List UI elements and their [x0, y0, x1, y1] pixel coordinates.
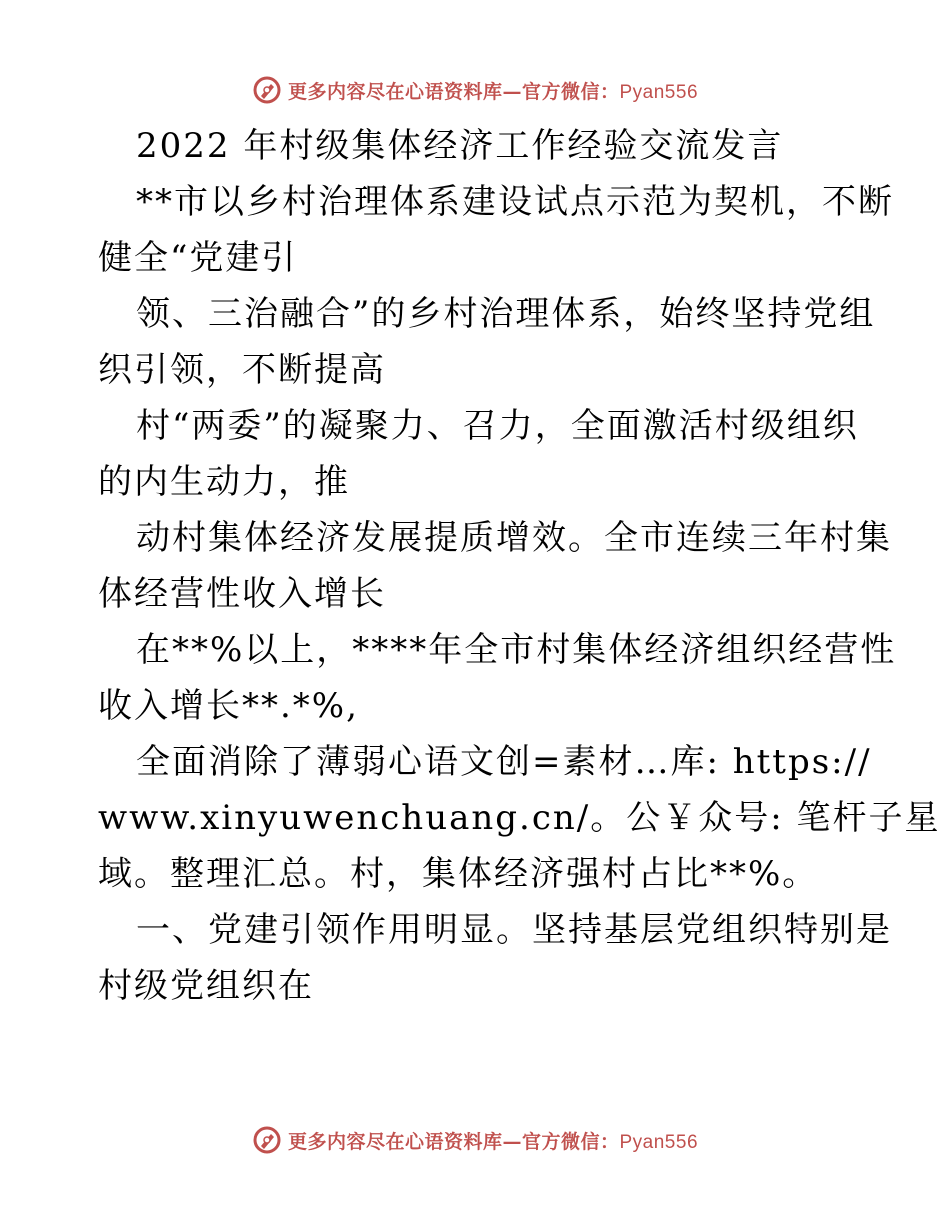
- paragraph-line: 领、三治融合”的乡村治理体系，始终坚持党组: [136, 294, 876, 334]
- paragraph-line: 的内生动力，推: [98, 462, 350, 502]
- paragraph-line: **市以乡村治理体系建设试点示范为契机，不断: [136, 182, 894, 222]
- section-heading-line: 一、党建引领作用明显。坚持基层党组织特别是: [136, 910, 892, 950]
- pen-logo-icon: [252, 1125, 282, 1155]
- header-watermark-banner: [0, 70, 950, 110]
- pen-logo-icon: [252, 75, 282, 105]
- paragraph-line: 收入增长**.*%,: [98, 686, 359, 726]
- banner-main-text: 更多内容尽在心语资料库—: [287, 1130, 522, 1153]
- footer-watermark-banner: [0, 1120, 950, 1160]
- banner-wechat-label: 官方微信：: [521, 80, 620, 103]
- paragraph-line: 全面消除了薄弱心语文创=素材…库: https://: [136, 742, 872, 782]
- paragraph-line: 村级党组织在: [98, 966, 314, 1006]
- paragraph-line: 织引领，不断提高: [98, 350, 386, 390]
- paragraph-line: 域。整理汇总。村，集体经济强村占比**%。: [98, 854, 819, 894]
- paragraph-line: 健全“党建引: [98, 238, 298, 278]
- document-title: 2022 年村级集体经济工作经验交流发言: [136, 126, 784, 166]
- banner-text: [288, 77, 698, 104]
- banner-text: [288, 1127, 698, 1154]
- paragraph-line: 动村集体经济发展提质增效。全市连续三年村集: [136, 518, 892, 558]
- paragraph-line: 在**%以上，****年全市村集体经济组织经营性: [136, 630, 897, 670]
- banner-wechat-label: 官方微信：: [521, 1130, 620, 1153]
- banner-main-text: 更多内容尽在心语资料库—: [287, 80, 522, 103]
- paragraph-line: www.xinyuwenchuang.cn/。公￥众号: 笔杆子星: [98, 798, 941, 838]
- document-body: [98, 118, 941, 1014]
- banner-wechat-id: Pyan556: [619, 81, 699, 103]
- banner-wechat-id: Pyan556: [619, 1131, 699, 1153]
- paragraph-line: 村“两委”的凝聚力、召力，全面激活村级组织: [136, 406, 859, 446]
- paragraph-line: 体经营性收入增长: [98, 574, 386, 614]
